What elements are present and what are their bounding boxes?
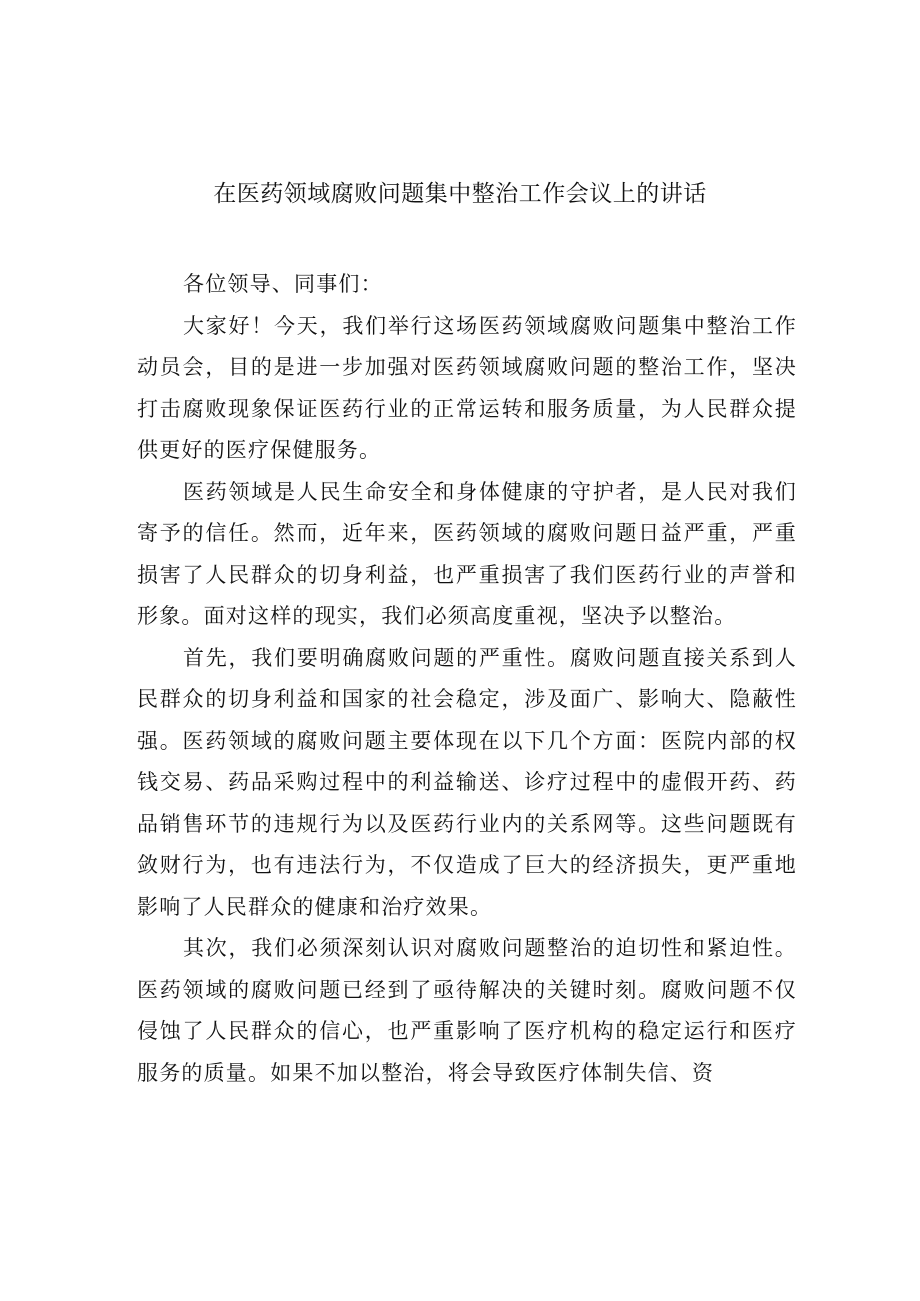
- first-point-paragraph: 首先，我们要明确腐败问题的严重性。腐败问题直接关系到人民群众的切身利益和国家的社会稳定，涉及面广、影响大、隐蔽性强。医药领域的腐败问题主要体现在以下几个方面：医院内部的权钱交易、药品采购过程中的利益输送、诊疗过程中的虚假开药、药品销售环节的违规行为以及医药行业内的关系网等。这些问题既有敛财行为，也有违法行为，不仅造成了巨大的经济损失，更严重地影响了人民群众的健康和治疗效果。: [137, 645, 797, 919]
- document-body: [137, 264, 797, 1094]
- context-paragraph: 医药领域是人民生命安全和身体健康的守护者，是人民对我们寄予的信任。然而，近年来，医药领域的腐败问题日益严重，严重损害了人民群众的切身利益，也严重损害了我们医药行业的声誉和形象。面对这样的现实，我们必须高度重视，坚决予以整治。: [137, 479, 797, 628]
- document-title: 在医药领域腐败问题集中整治工作会议上的讲话: [213, 181, 707, 207]
- second-point-paragraph: 其次，我们必须深刻认识对腐败问题整治的迫切性和紧迫性。医药领域的腐败问题已经到了亟待解决的关键时刻。腐败问题不仅侵蚀了人民群众的信心，也严重影响了医疗机构的稳定运行和医疗服务的质量。如果不加以整治，将会导致医疗体制失信、资: [137, 936, 797, 1085]
- opening-paragraph: 大家好！今天，我们举行这场医药领域腐败问题集中整治工作动员会，目的是进一步加强对医药领域腐败问题的整治工作，坚决打击腐败现象保证医药行业的正常运转和服务质量，为人民群众提供更好的医疗保健服务。: [137, 313, 797, 462]
- greeting-paragraph: 各位领导、同事们：: [183, 272, 383, 296]
